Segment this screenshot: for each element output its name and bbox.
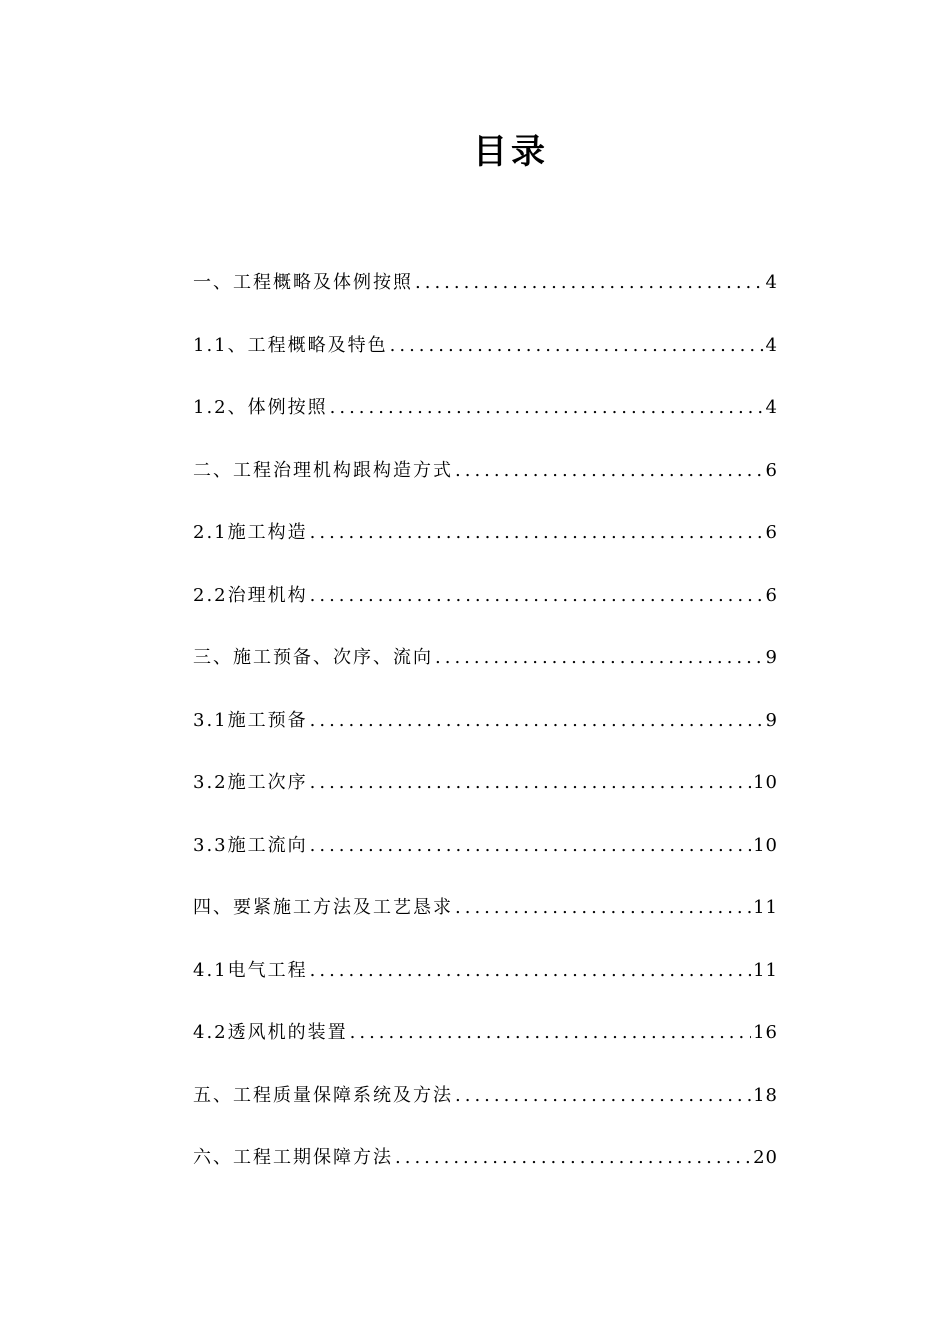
toc-entry-label: 2.1施工构造 — [193, 522, 308, 543]
toc-entry[interactable] — [193, 456, 778, 519]
toc-dot-leader — [310, 835, 751, 856]
toc-entry[interactable] — [193, 768, 778, 831]
toc-entry-page: 20 — [753, 1147, 778, 1168]
toc-dot-leader — [395, 1147, 751, 1168]
toc-dot-leader — [310, 710, 764, 731]
toc-dot-leader — [390, 335, 764, 356]
toc-entry-label: 六、工程工期保障方法 — [193, 1147, 393, 1168]
toc-entry-page: 10 — [753, 772, 778, 793]
toc-entry[interactable] — [193, 518, 778, 581]
table-of-contents — [193, 268, 778, 1206]
toc-entry[interactable] — [193, 706, 778, 769]
toc-entry[interactable] — [193, 893, 778, 956]
toc-entry-page: 4 — [765, 334, 778, 356]
toc-entry-label: 一、工程概略及体例按照 — [193, 272, 413, 293]
toc-dot-leader — [310, 960, 751, 981]
toc-dot-leader — [415, 272, 764, 293]
toc-entry-label: 3.1施工预备 — [193, 709, 308, 731]
toc-dot-leader — [310, 772, 751, 793]
toc-dot-leader — [435, 647, 764, 668]
toc-entry[interactable] — [193, 956, 778, 1019]
toc-entry-page: 6 — [765, 459, 778, 481]
toc-dot-leader — [455, 460, 764, 481]
toc-entry-page: 9 — [765, 647, 778, 668]
toc-dot-leader — [330, 397, 764, 418]
toc-entry[interactable] — [193, 643, 778, 706]
toc-entry[interactable] — [193, 1018, 778, 1081]
toc-entry[interactable] — [193, 1081, 778, 1144]
toc-entry-page: 4 — [765, 272, 778, 293]
toc-entry-label: 3.3施工流向 — [193, 834, 308, 856]
toc-entry[interactable] — [193, 831, 778, 894]
toc-entry-page: 9 — [765, 709, 778, 731]
toc-entry[interactable] — [193, 393, 778, 456]
page-title: 目录 — [473, 132, 549, 172]
toc-entry-label: 二、工程治理机构跟构造方式 — [193, 459, 453, 481]
toc-dot-leader — [310, 585, 764, 606]
toc-entry[interactable] — [193, 1143, 778, 1206]
toc-dot-leader — [455, 1085, 751, 1106]
toc-entry-label: 2.2治理机构 — [193, 584, 308, 606]
toc-entry-page: 18 — [753, 1084, 778, 1106]
toc-entry-label: 1.1、工程概略及特色 — [193, 334, 388, 356]
toc-entry-page: 4 — [765, 397, 778, 418]
toc-entry-page: 6 — [765, 522, 778, 543]
toc-entry-page: 11 — [753, 959, 778, 981]
toc-entry[interactable] — [193, 331, 778, 394]
toc-dot-leader — [310, 522, 764, 543]
toc-entry-page: 6 — [765, 584, 778, 606]
toc-entry-page: 10 — [753, 834, 778, 856]
toc-entry-label: 四、要紧施工方法及工艺恳求 — [193, 897, 453, 918]
toc-entry-label: 三、施工预备、次序、流向 — [193, 647, 433, 668]
toc-entry-label: 3.2施工次序 — [193, 772, 308, 793]
toc-entry[interactable] — [193, 268, 778, 331]
toc-dot-leader — [350, 1022, 751, 1043]
toc-entry-label: 五、工程质量保障系统及方法 — [193, 1084, 453, 1106]
toc-dot-leader — [455, 897, 751, 918]
toc-entry-page: 16 — [753, 1022, 778, 1043]
toc-entry-label: 4.1电气工程 — [193, 959, 308, 981]
toc-entry-page: 11 — [753, 897, 778, 918]
toc-entry[interactable] — [193, 581, 778, 644]
toc-entry-label: 1.2、体例按照 — [193, 397, 328, 418]
toc-entry-label: 4.2透风机的装置 — [193, 1022, 348, 1043]
